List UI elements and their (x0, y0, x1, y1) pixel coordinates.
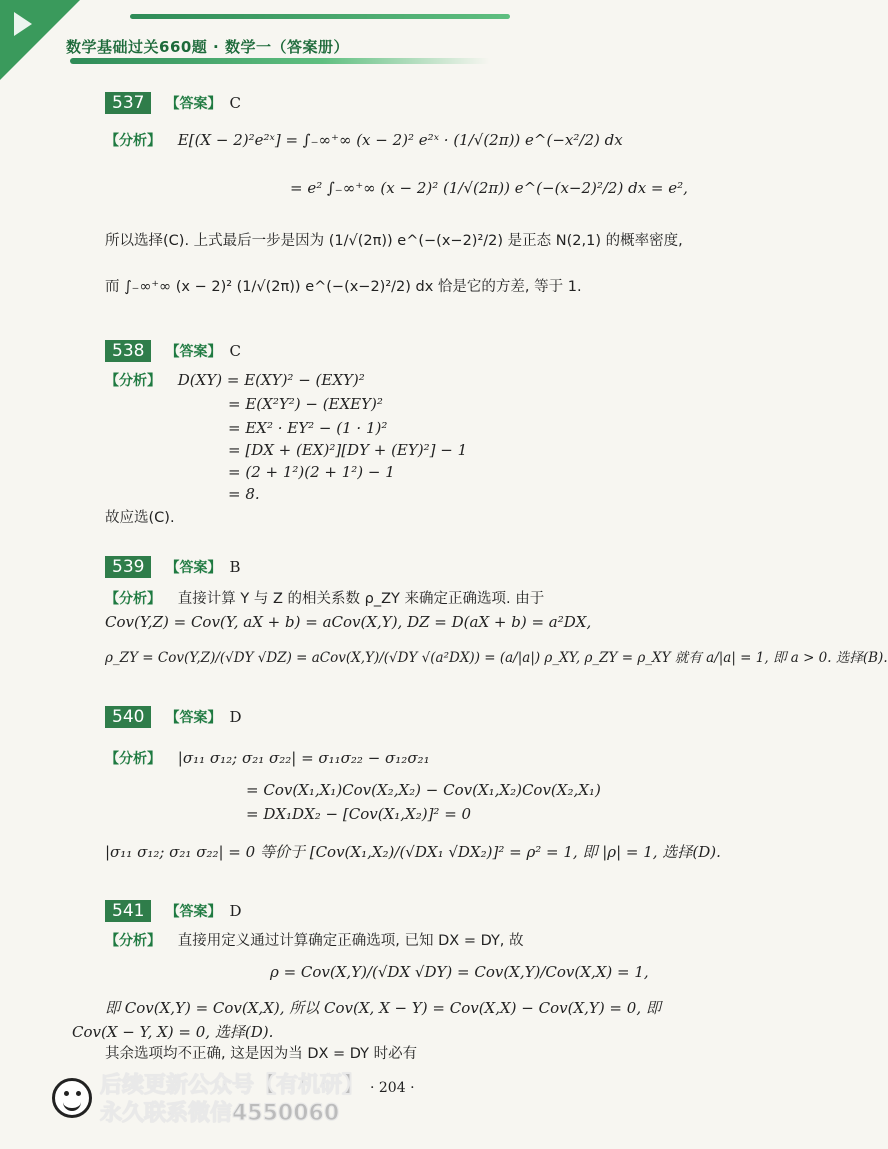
question-541-header (105, 900, 241, 922)
formula-line: Cov(X − Y, X) = 0, 选择(D). (72, 1023, 274, 1041)
text-line: 其余选项均不正确, 这是因为当 DX = DY 时必有 (105, 1046, 418, 1062)
analysis-tag: 【分析】 (105, 373, 161, 389)
page-number: · 204 · (370, 1080, 415, 1096)
question-number: 541 (105, 900, 151, 922)
question-number: 538 (105, 340, 151, 362)
question-539-header (105, 556, 240, 578)
formula-line: = Cov(X₁,X₁)Cov(X₂,X₂) − Cov(X₁,X₂)Cov(X₂,X₁) (246, 781, 601, 799)
answer-tag: 【答案】 (165, 560, 222, 576)
question-540-header (105, 706, 241, 728)
formula-line: = DX₁DX₂ − [Cov(X₁,X₂)]² = 0 (246, 805, 472, 823)
answer-tag: 【答案】 (165, 344, 222, 360)
answer-value: D (229, 902, 242, 920)
formula-line: = E(X²Y²) − (EXEY)² (228, 395, 383, 413)
analysis-tag: 【分析】 (105, 591, 161, 607)
analysis-tag: 【分析】 (105, 933, 161, 949)
header-stripe-bottom (70, 58, 490, 64)
analysis-line: 【分析】 D(XY) = E(XY)² − (EXY)² (105, 371, 365, 389)
question-538-header (105, 340, 241, 362)
analysis-line: 【分析】 直接计算 Y 与 Z 的相关系数 ρ_ZY 来确定正确选项. 由于 (105, 591, 545, 607)
answer-tag: 【答案】 (165, 904, 222, 920)
text-line: 所以选择(C). 上式最后一步是因为 (1/√(2π)) e^(−(x−2)²/2) 是正态 N(2,1) 的概率密度, (105, 233, 683, 249)
book-title: 数学基础过关660题 · 数学一（答案册） (66, 38, 349, 56)
question-537-header (105, 92, 241, 114)
formula-line: = (2 + 1²)(2 + 1²) − 1 (228, 463, 395, 481)
answer-tag: 【答案】 (165, 710, 222, 726)
text-line: 故应选(C). (105, 510, 175, 526)
formula-line: E[(X − 2)²e²ˣ] = ∫₋∞⁺∞ (x − 2)² e²ˣ · (1/√(2π)) e^(−x²/2) dx (177, 131, 623, 149)
answer-value: D (229, 708, 242, 726)
analysis-line: 【分析】 |σ₁₁ σ₁₂; σ₂₁ σ₂₂| = σ₁₁σ₂₂ − σ₁₂σ₂₁ (105, 749, 430, 767)
formula-line: Cov(Y,Z) = Cov(Y, aX + b) = aCov(X,Y), DZ = D(aX + b) = a²DX, (105, 613, 592, 631)
question-number: 539 (105, 556, 151, 578)
question-number: 540 (105, 706, 151, 728)
formula-line: = e² ∫₋∞⁺∞ (x − 2)² (1/√(2π)) e^(−(x−2)²/2) dx = e², (290, 179, 688, 197)
formula-line: = [DX + (EX)²][DY + (EY)²] − 1 (228, 441, 468, 459)
formula-line: = EX² · EY² − (1 · 1)² (228, 419, 388, 437)
watermark-line-1: 后续更新公众号【有机研】 (100, 1073, 365, 1098)
analysis-tag: 【分析】 (105, 133, 161, 149)
page-header (0, 0, 800, 90)
question-number: 537 (105, 92, 151, 114)
answer-value: B (229, 558, 241, 576)
smiley-icon (52, 1078, 92, 1118)
watermark-line-2: 永久联系微信4550060 (100, 1101, 340, 1126)
header-stripe-top (130, 14, 510, 19)
formula-line: ρ = Cov(X,Y)/(√DX √DY) = Cov(X,Y)/Cov(X,X) = 1, (270, 963, 649, 981)
analysis-line: 【分析】 直接用定义通过计算确定正确选项, 已知 DX = DY, 故 (105, 933, 524, 949)
watermark (100, 1072, 364, 1128)
formula-line: = 8. (228, 485, 260, 503)
formula-line: |σ₁₁ σ₁₂; σ₂₁ σ₂₂| = 0 等价于 [Cov(X₁,X₂)/(√DX₁ √DX₂)]² = ρ² = 1, 即 |ρ| = 1, 选择(D). (105, 843, 721, 861)
text-line: 而 ∫₋∞⁺∞ (x − 2)² (1/√(2π)) e^(−(x−2)²/2) dx 恰是它的方差, 等于 1. (105, 279, 582, 295)
formula-line: ρ_ZY = Cov(Y,Z)/(√DY √DZ) = aCov(X,Y)/(√DY √(a²DX)) = (a/|a|) ρ_XY, ρ_ZY = ρ_XY 就有 a/|a| = 1, 即 a > 0. 选择(B). (105, 650, 888, 666)
formula-line: 即 Cov(X,Y) = Cov(X,X), 所以 Cov(X, X − Y) = Cov(X,X) − Cov(X,Y) = 0, 即 (105, 999, 661, 1017)
answer-tag: 【答案】 (165, 96, 222, 112)
play-icon (14, 12, 32, 36)
answer-value: C (229, 94, 241, 112)
analysis-tag: 【分析】 (105, 751, 161, 767)
answer-value: C (229, 342, 241, 360)
analysis-line (105, 130, 623, 151)
